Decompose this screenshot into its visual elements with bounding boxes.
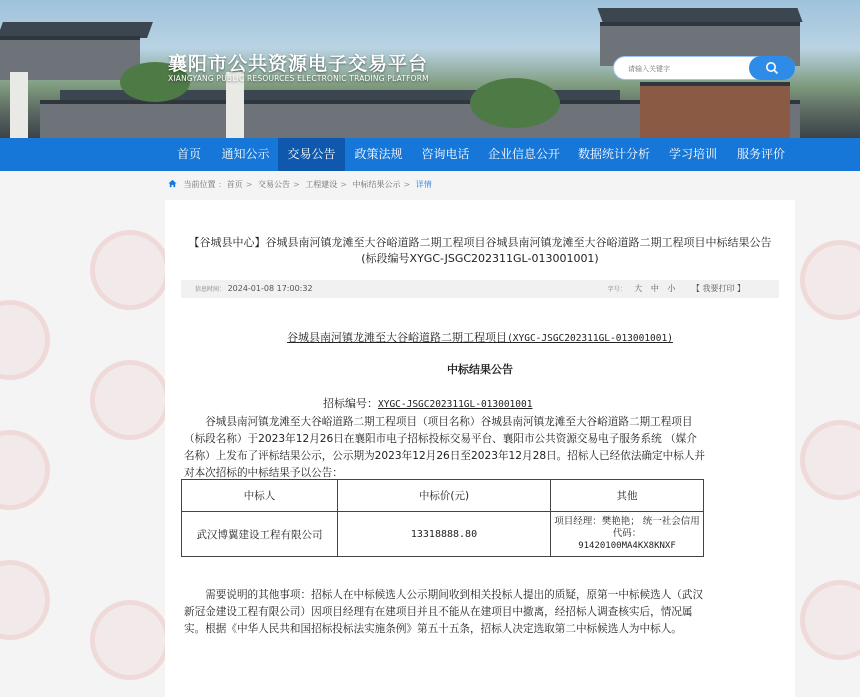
article-info-bar bbox=[181, 280, 779, 298]
award-result-table bbox=[181, 479, 704, 557]
watermark-seal bbox=[90, 360, 170, 440]
bid-number-line bbox=[323, 395, 532, 411]
breadcrumb-home[interactable]: 首页 bbox=[226, 180, 243, 189]
nav-item-notices[interactable]: 通知公示 bbox=[221, 147, 270, 161]
breadcrumb-engineering[interactable]: 工程建设 bbox=[305, 180, 338, 189]
watermark-seal bbox=[0, 560, 50, 640]
nav-item-enterprise-info[interactable]: 企业信息公开 bbox=[487, 147, 560, 161]
other-line-2: 91420100MA4KX8KNXF bbox=[578, 541, 676, 551]
font-size-small[interactable]: 小 bbox=[667, 284, 676, 293]
col-header-other: 其他 bbox=[551, 480, 704, 512]
bid-number-label: 招标编号： bbox=[323, 397, 378, 410]
watermark-seal bbox=[800, 240, 860, 320]
watermark-seal bbox=[0, 300, 50, 380]
col-header-winner: 中标人 bbox=[182, 480, 338, 512]
notice-note: 需要说明的其他事项：招标人在中标候选人公示期间收到相关投标人提出的质疑，原第一中标候选人（武汉新冠金建设工程有限公司）因项目经理有在建项目并且不能从在建项目中撤离，经招标人调查核实后，情况属实。根据《中华人民共和国招标投标法实施条例》第五十五条，招标人决定选取第二中标候选人为中标人。 bbox=[184, 589, 704, 635]
font-size-label: 字号： bbox=[607, 286, 626, 293]
table-header-row bbox=[182, 480, 704, 512]
project-code: (XYGC-JSGC202311GL-013001001) bbox=[507, 333, 673, 344]
watermark-seal bbox=[90, 600, 170, 680]
col-header-price: 中标价(元) bbox=[338, 480, 551, 512]
nav-item-statistics[interactable]: 数据统计分析 bbox=[577, 147, 650, 161]
main-nav bbox=[0, 138, 860, 171]
watermark-seal bbox=[90, 230, 170, 310]
search-box bbox=[613, 56, 795, 80]
search-button[interactable] bbox=[749, 56, 795, 80]
breadcrumb-trade-announcements[interactable]: 交易公告 bbox=[258, 180, 291, 189]
home-icon bbox=[168, 179, 177, 188]
project-name: 谷城县南河镇龙滩至大谷峪道路二期工程项目 bbox=[287, 331, 508, 344]
nav-item-home[interactable]: 首页 bbox=[176, 147, 201, 161]
article-title: 【谷城县中心】谷城县南河镇龙滩至大谷峪道路二期工程项目谷城县南河镇龙滩至大谷峪道路二期工程项目中标结果公告(标段编号XYGC-JSGC202311GL-013001001) bbox=[188, 236, 772, 265]
other-cell bbox=[551, 512, 704, 557]
watermark-seal bbox=[800, 580, 860, 660]
font-size-large[interactable]: 大 bbox=[634, 284, 643, 293]
watermark-seal bbox=[0, 430, 50, 510]
print-button[interactable]: 【 我要打印 】 bbox=[691, 284, 745, 293]
table-row bbox=[182, 512, 704, 557]
info-time: 2024-01-08 17:00:32 bbox=[227, 284, 313, 293]
info-time-label: 信息时间： bbox=[195, 286, 226, 293]
nav-item-service-rating[interactable]: 服务评价 bbox=[736, 147, 785, 161]
nav-item-policies[interactable]: 政策法规 bbox=[354, 147, 403, 161]
nav-item-trade-announcements[interactable]: 交易公告 bbox=[278, 138, 345, 171]
search-input[interactable] bbox=[626, 61, 750, 77]
site-subtitle: XIANGYANG PUBLIC RESOURCES ELECTRONIC TRADING PLATFORM bbox=[168, 74, 429, 83]
search-icon bbox=[765, 61, 779, 75]
article-card bbox=[165, 200, 795, 697]
breadcrumb: 当前位置 : 首页 > 交易公告 > 工程建设 > 中标结果公示 > 详情 bbox=[168, 179, 432, 190]
winner-cell: 武汉博翼建设工程有限公司 bbox=[182, 512, 338, 557]
site-header bbox=[0, 0, 860, 138]
breadcrumb-current: 详情 bbox=[415, 180, 432, 189]
watermark-seal bbox=[800, 420, 860, 500]
nav-item-training[interactable]: 学习培训 bbox=[668, 147, 717, 161]
price-cell: 13318888.80 bbox=[338, 512, 551, 557]
notice-heading: 中标结果公告 bbox=[447, 363, 513, 376]
project-line bbox=[165, 329, 795, 345]
breadcrumb-award-results[interactable]: 中标结果公示 bbox=[352, 180, 401, 189]
site-title: 襄阳市公共资源电子交易平台 bbox=[168, 53, 429, 75]
notice-paragraph: 谷城县南河镇龙滩至大谷峪道路二期工程项目（项目名称）谷城县南河镇龙滩至大谷峪道路二期工程项目（标段名称）于2023年12月26日在襄阳市电子招标投标交易平台、襄阳市公共资源交易电子服务系统 （媒介名称）上发布了评标结果公示，公示期为2023年12月26日至2023年12月28日。招标人已经依法确定中标人并对本次招标的中标结果予以公告： bbox=[184, 416, 705, 479]
font-size-medium[interactable]: 中 bbox=[650, 284, 659, 293]
bid-number: XYGC-JSGC202311GL-013001001 bbox=[378, 399, 533, 410]
nav-item-hotline[interactable]: 咨询电话 bbox=[421, 147, 470, 161]
other-line-1: 项目经理：樊艳艳； 统一社会信用代码： bbox=[554, 516, 700, 539]
breadcrumb-label: 当前位置 bbox=[183, 180, 216, 189]
